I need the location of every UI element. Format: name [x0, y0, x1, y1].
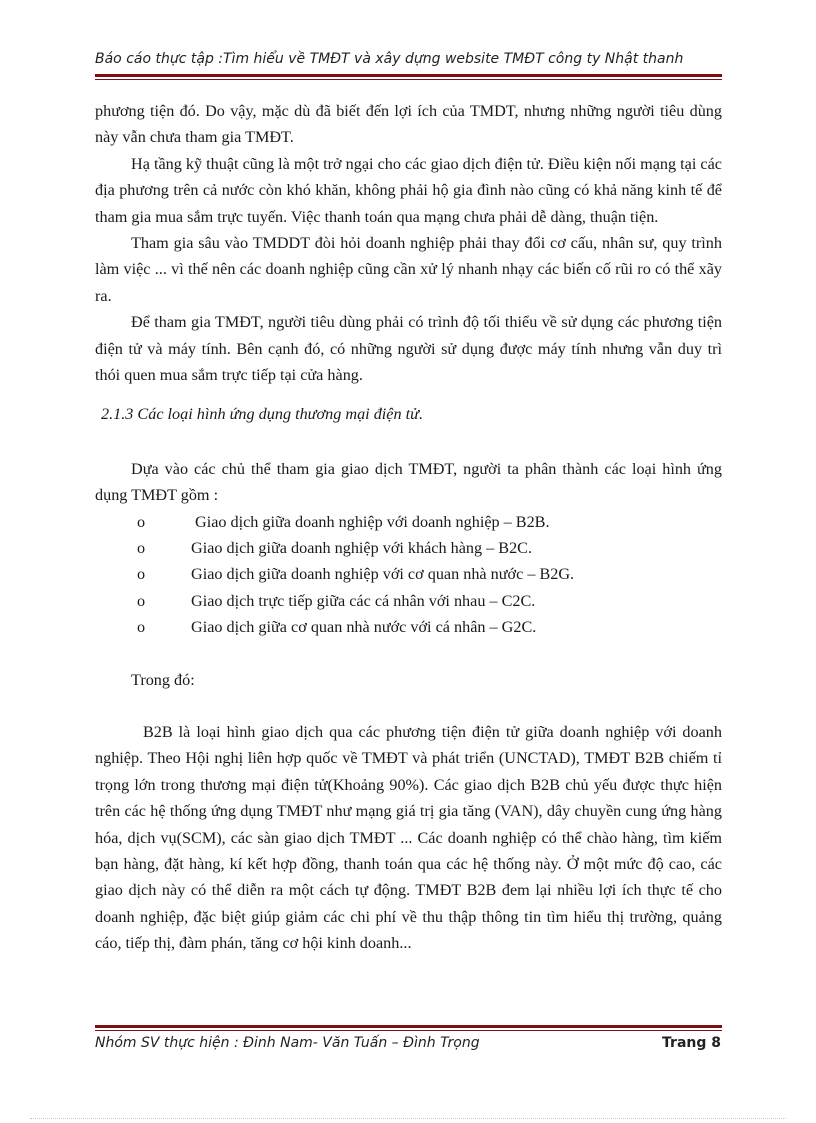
footer-rule-thick	[95, 1025, 722, 1028]
bullet-marker: o	[137, 539, 146, 558]
list-item-text: Giao dịch giữa cơ quan nhà nước với cá nhân – G2C.	[191, 618, 537, 637]
list-item-text: Giao dịch trực tiếp giữa các cá nhân với nhau – C2C.	[191, 591, 536, 610]
footer-rule-thin	[95, 1030, 722, 1031]
list-item	[95, 535, 722, 561]
document-body	[95, 98, 722, 957]
paragraph-2: Hạ tầng kỹ thuật cũng là một trở ngại cho các giao dịch điện tử. Điều kiện nối mạng tại các địa phương trên cả nước còn khó khăn, không phải hộ gia đình nào cũng có khả năng kinh tế để tham gia mua sắm trực tuyến. Việc thanh toán qua mạng chưa phải dễ dàng, thuận tiện.	[95, 154, 722, 226]
header-rule-thick	[95, 74, 722, 77]
bullet-marker: o	[137, 618, 146, 637]
bullet-marker: o	[137, 565, 146, 584]
bullet-marker: o	[137, 512, 146, 531]
trong-do-label: Trong đó:	[131, 670, 195, 689]
list-item	[95, 561, 722, 587]
intro-paragraph: Dựa vào các chủ thể tham gia giao dịch TMĐT, người ta phân thành các loại hình ứng dụng TMĐT gồm :	[95, 459, 722, 505]
footer-authors: Nhóm SV thực hiện : Đinh Nam- Văn Tuấn – Đình Trọng	[95, 1035, 480, 1051]
list-item-text: Giao dịch giữa doanh nghiệp với cơ quan nhà nước – B2G.	[191, 565, 575, 584]
list-item-text: Giao dịch giữa doanh nghiệp với doanh nghiệp – B2B.	[195, 512, 550, 531]
section-heading: 2.1.3 Các loại hình ứng dụng thương mại điện tử.	[101, 405, 423, 424]
paragraph-3: Tham gia sâu vào TMDDT đòi hỏi doanh nghiệp phải thay đổi cơ cấu, nhân sư, quy trình làm việc ... vì thế nên các doanh nghiệp cũng cần xử lý nhanh nhạy các biến cố rũi ro có thể xãy ra.	[95, 234, 722, 305]
bullet-marker: o	[137, 591, 146, 610]
list-item	[95, 509, 722, 535]
paragraph-1: phương tiện đó. Do vậy, mặc dù đã biết đến lợi ích của TMDT, nhưng những người tiêu dùng này vẫn chưa tham gia TMĐT.	[95, 102, 722, 147]
paragraph-4: Để tham gia TMĐT, người tiêu dùng phải có trình độ tối thiểu về sử dụng các phương tiện điện tử và máy tính. Bên cạnh đó, có những người sử dụng được máy tính nhưng vẫn duy trì thói quen mua sắm trực tiếp tại cửa hàng.	[95, 313, 722, 385]
b2b-paragraph: B2B là loại hình giao dịch qua các phương tiện điện tử giữa doanh nghiệp với doanh nghiệp. Theo Hội nghị liên hợp quốc về TMĐT và phát triển (UNCTAD), TMĐT B2B chiếm tỉ trọng lớn trong thương mại điện tử(Khoảng 90%). Các giao dịch B2B chủ yếu được thực hiện trên các hệ thống ứng dụng TMĐT như mạng giá trị gia tăng (VAN), dây chuyền cung ứng hàng hóa, dịch vụ(SCM), các sàn giao dịch TMĐT ... Các doanh nghiệp có thể chào hàng, tìm kiếm bạn hàng, đặt hàng, kí kết hợp đồng, thanh toán qua các hệ thống này. Ở một mức độ cao, các giao dịch này có thể diễn ra một cách tự động. TMĐT B2B đem lại nhiều lợi ích thực tế cho doanh nghiệp, đặc biệt giúp giảm các chi phí về thu thập thông tin tìm hiểu thị trường, quảng cáo, tiếp thị, đàm phán, tăng cơ hội kinh doanh...	[95, 723, 722, 953]
list-item	[95, 588, 722, 614]
list-item	[95, 614, 722, 640]
page-number: Trang 8	[662, 1035, 721, 1051]
bullet-list	[95, 509, 722, 641]
header-title: Báo cáo thực tập :Tìm hiểu về TMĐT và xây dựng website TMĐT công ty Nhật thanh	[95, 51, 684, 67]
header-rule-thin	[95, 79, 722, 80]
list-item-text: Giao dịch giữa doanh nghiệp với khách hàng – B2C.	[191, 539, 533, 558]
page-bottom-divider	[30, 1118, 786, 1119]
